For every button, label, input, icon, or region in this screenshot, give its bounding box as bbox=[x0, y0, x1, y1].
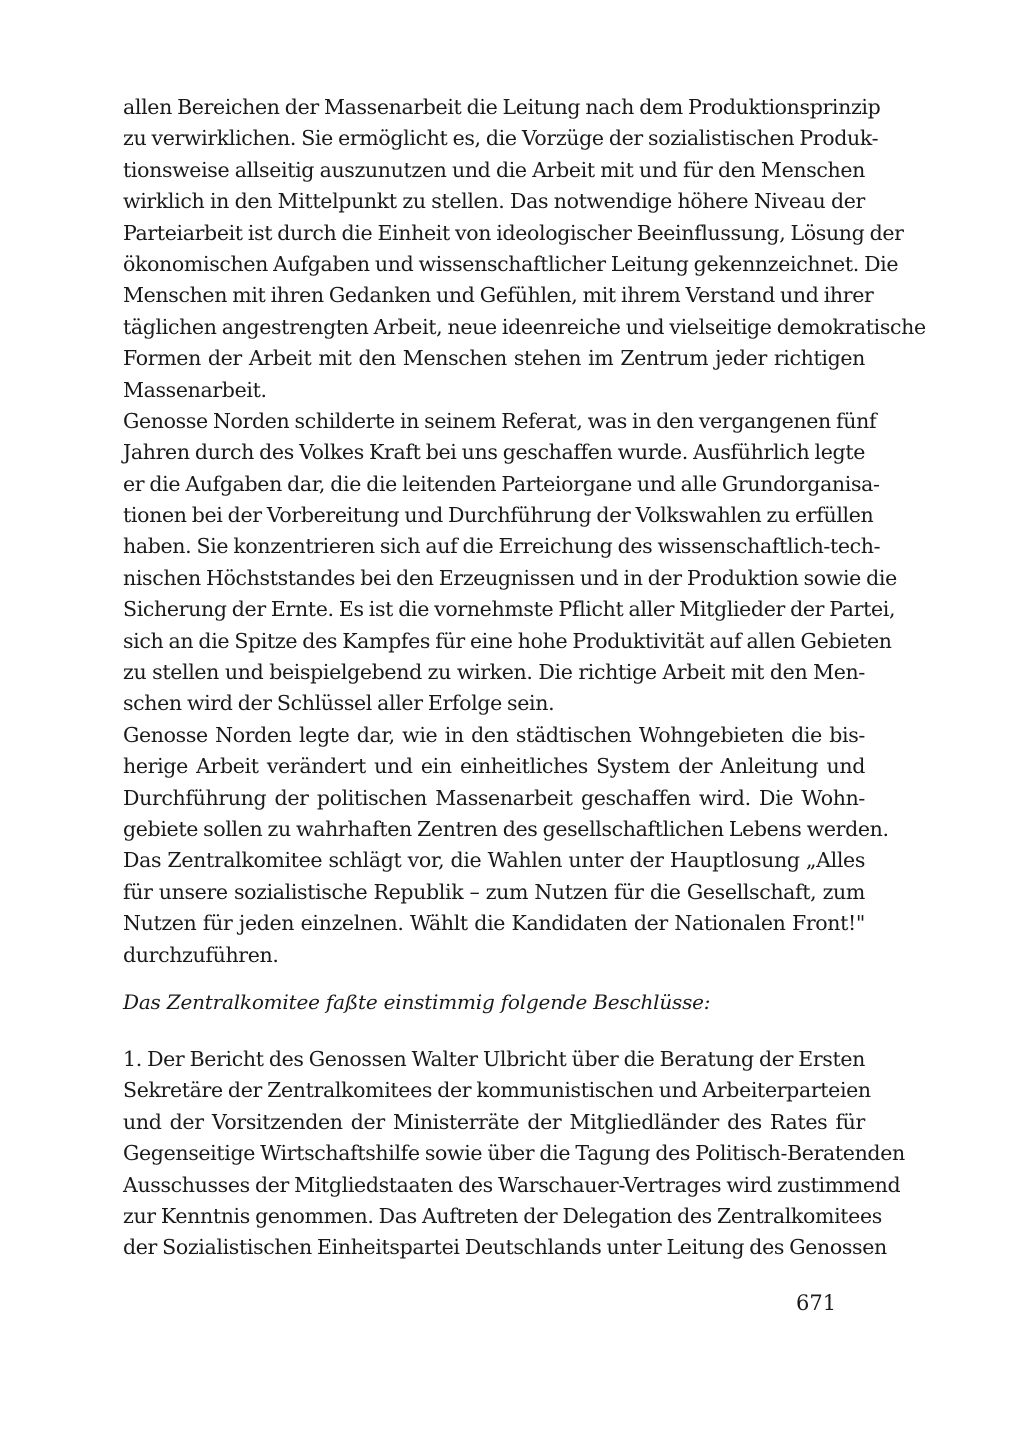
text-line: und der Vorsitzenden der Ministerräte der Mitgliedländer des Rates für bbox=[123, 1109, 865, 1134]
text-line: zu verwirklichen. Sie ermöglicht es, die Vorzüge der sozialistischen Produk- bbox=[123, 126, 879, 151]
text-line: Parteiarbeit ist durch die Einheit von ideologischer Beeinflussung, Lösung der bbox=[123, 220, 904, 245]
text-line: haben. Sie konzentrieren sich auf die Erreichung des wissenschaftlich-tech- bbox=[123, 534, 881, 559]
text-line: Massenarbeit. bbox=[123, 377, 267, 402]
text-line: herige Arbeit verändert und ein einheitliches System der Anleitung und bbox=[123, 754, 865, 779]
text-line: Durchführung der politischen Massenarbeit geschaffen wird. Die Wohn- bbox=[123, 785, 865, 810]
text-line: zur Kenntnis genommen. Das Auftreten der Delegation des Zentralkomitees bbox=[123, 1203, 882, 1228]
text-line: für unsere sozialistische Republik – zum Nutzen für die Gesellschaft, zum bbox=[123, 879, 865, 904]
text-line: Formen der Arbeit mit den Menschen stehen im Zentrum jeder richtigen bbox=[123, 346, 865, 371]
text-line: Das Zentralkomitee schlägt vor, die Wahlen unter der Hauptlosung „Alles bbox=[123, 848, 865, 873]
paragraph-3 bbox=[123, 720, 889, 846]
text-line: zu stellen und beispielgebend zu wirken. Die richtige Arbeit mit den Men- bbox=[123, 660, 865, 685]
text-line: Genosse Norden schilderte in seinem Referat, was in den vergangenen fünf bbox=[123, 408, 877, 433]
text-line: Menschen mit ihren Gedanken und Gefühlen, mit ihrem Verstand und ihrer bbox=[123, 283, 874, 308]
text-line: Ausschusses der Mitgliedstaaten des Warschauer-Vertrages wird zustimmend bbox=[123, 1172, 901, 1197]
resolutions-text-block bbox=[123, 1044, 905, 1264]
paragraph-2 bbox=[123, 406, 897, 720]
paragraph-5 bbox=[123, 1044, 905, 1264]
text-line: gebiete sollen zu wahrhaften Zentren des gesellschaftlichen Lebens werden. bbox=[123, 816, 889, 841]
text-line: Jahren durch des Volkes Kraft bei uns geschaffen wurde. Ausführlich legte bbox=[123, 440, 865, 465]
text-line: nischen Höchststandes bei den Erzeugnissen und in der Produktion sowie die bbox=[123, 565, 897, 590]
body-text-block bbox=[123, 92, 926, 971]
text-line: der Sozialistischen Einheitspartei Deutschlands unter Leitung des Genossen bbox=[123, 1235, 887, 1260]
text-line: ökonomischen Aufgaben und wissenschaftlicher Leitung gekennzeichnet. Die bbox=[123, 251, 899, 276]
text-line: schen wird der Schlüssel aller Erfolge sein. bbox=[123, 691, 555, 716]
paragraph-4 bbox=[123, 845, 865, 971]
text-line: 1. Der Bericht des Genossen Walter Ulbricht über die Beratung der Ersten bbox=[123, 1047, 865, 1071]
text-line: allen Bereichen der Massenarbeit die Leitung nach dem Produktionsprinzip bbox=[123, 95, 881, 119]
text-line: tionen bei der Vorbereitung und Durchführung der Volkswahlen zu erfüllen bbox=[123, 503, 874, 528]
text-line: wirklich in den Mittelpunkt zu stellen. Das notwendige höhere Niveau der bbox=[123, 189, 865, 214]
text-line: Sicherung der Ernte. Es ist die vornehmste Pflicht aller Mitglieder der Partei, bbox=[123, 597, 896, 622]
resolutions-heading: Das Zentralkomitee faßte einstimmig folgende Beschlüsse: bbox=[123, 990, 711, 1014]
text-line: Nutzen für jeden einzelnen. Wählt die Kandidaten der Nationalen Front!" bbox=[123, 911, 865, 936]
text-line: sich an die Spitze des Kampfes für eine hohe Produktivität auf allen Gebieten bbox=[123, 628, 892, 653]
text-line: durchzuführen. bbox=[123, 942, 279, 967]
text-line: er die Aufgaben dar, die die leitenden Parteiorgane und alle Grundorganisa- bbox=[123, 471, 880, 496]
text-line: Genosse Norden legte dar, wie in den städtischen Wohngebieten die bis- bbox=[123, 722, 865, 747]
text-line: täglichen angestrengten Arbeit, neue ideenreiche und vielseitige demokratische bbox=[123, 314, 926, 339]
text-line: tionsweise allseitig auszunutzen und die Arbeit mit und für den Menschen bbox=[123, 157, 865, 182]
text-line: Gegenseitige Wirtschaftshilfe sowie über die Tagung des Politisch-Beratenden bbox=[123, 1141, 905, 1166]
text-line: Sekretäre der Zentralkomitees der kommunistischen und Arbeiterparteien bbox=[123, 1078, 871, 1103]
paragraph-1 bbox=[123, 92, 926, 406]
page-number: 671 bbox=[796, 1291, 837, 1315]
